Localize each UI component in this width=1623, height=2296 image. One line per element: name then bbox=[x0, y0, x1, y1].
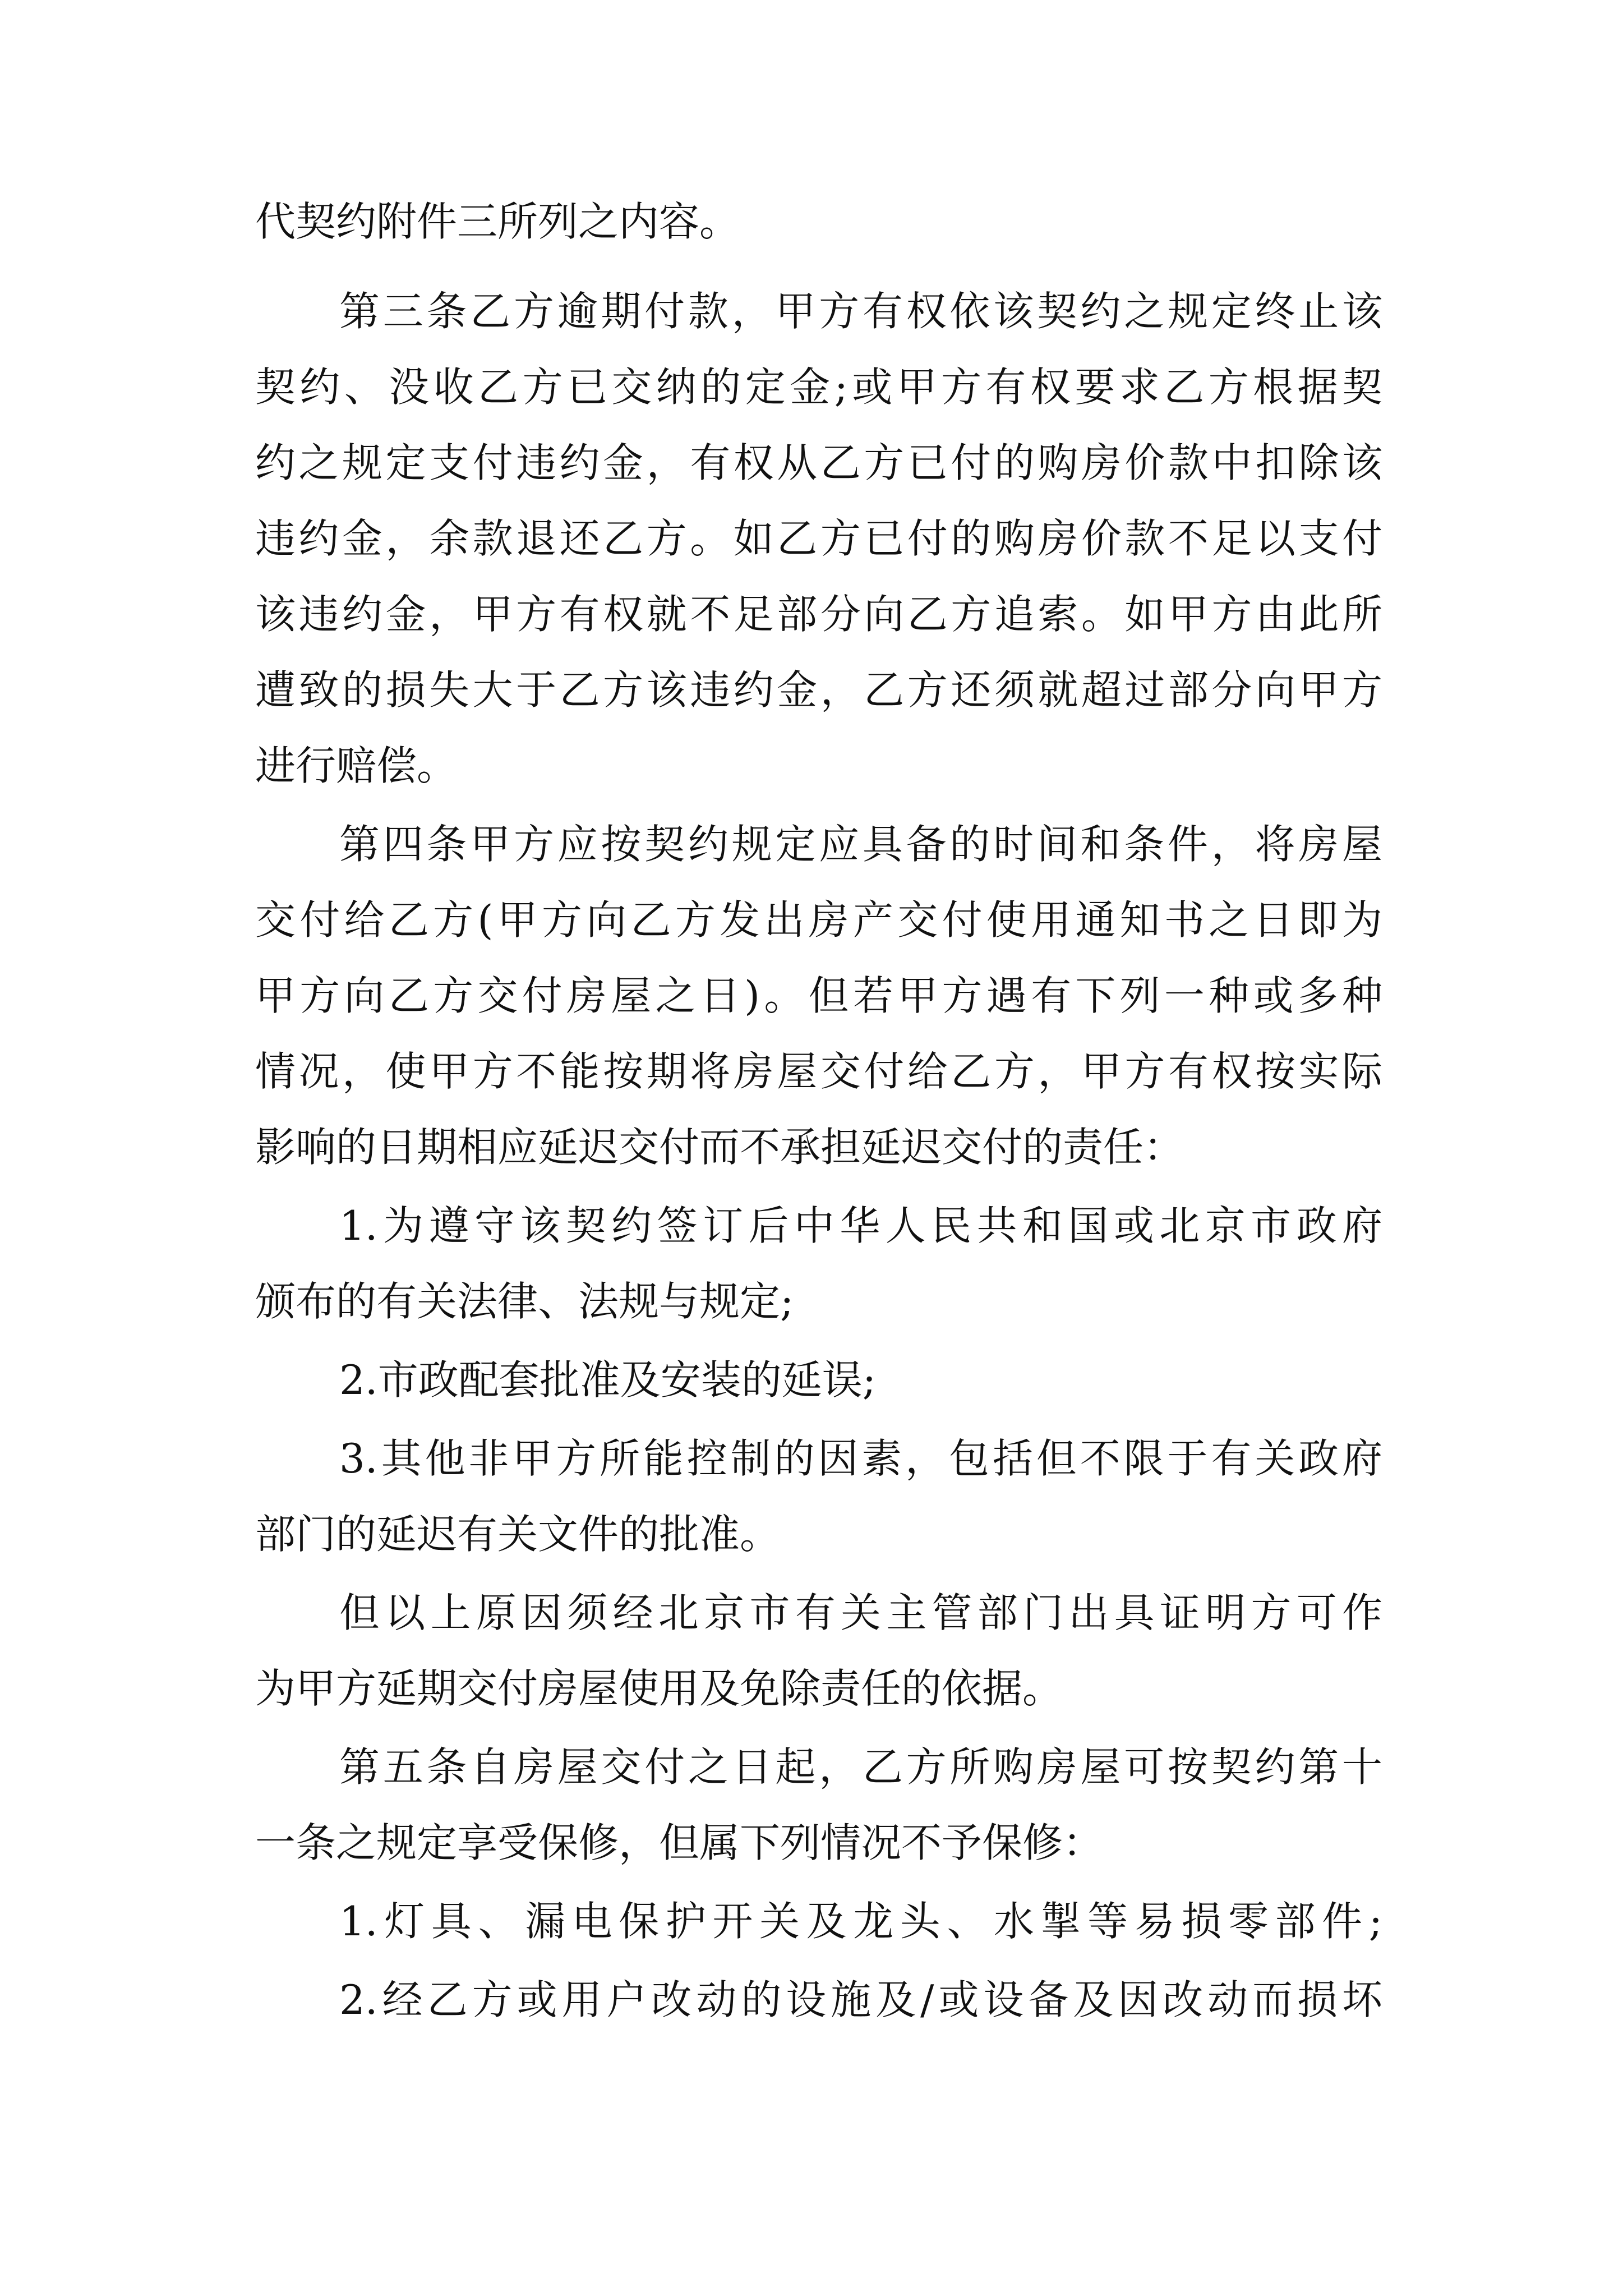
text-line: 第四条甲方应按契约规定应具备的时间和条件，将房屋 bbox=[339, 821, 1382, 868]
text-line: 影响的日期相应延迟交付而不承担延迟交付的责任： bbox=[255, 1124, 1184, 1171]
text-line: 进行赔偿。 bbox=[255, 742, 458, 789]
text-line: 甲方向乙方交付房屋之日)。但若甲方遇有下列一种或多种 bbox=[255, 972, 1382, 1019]
text-line: 情况，使甲方不能按期将房屋交付给乙方，甲方有权按实际 bbox=[255, 1048, 1382, 1095]
text-line: 2.市政配套批准及安装的延误; bbox=[339, 1356, 876, 1404]
text-line: 但以上原因须经北京市有关主管部门出具证明方可作 bbox=[339, 1589, 1382, 1636]
text-line: 1.灯具、漏电保护开关及龙头、水掣等易损零部件; bbox=[339, 1898, 1382, 1945]
text-line: 违约金，余款退还乙方。如乙方已付的购房价款不足以支付 bbox=[255, 515, 1382, 562]
text-line: 一条之规定享受保修，但属下列情况不予保修： bbox=[255, 1819, 1104, 1866]
text-line: 3.其他非甲方所能控制的因素，包括但不限于有关政府 bbox=[339, 1435, 1382, 1482]
text-line: 遭致的损失大于乙方该违约金，乙方还须就超过部分向甲方 bbox=[255, 666, 1382, 714]
text-line: 2.经乙方或用户改动的设施及/或设备及因改动而损坏 bbox=[339, 1976, 1382, 2023]
text-line: 1.为遵守该契约签订后中华人民共和国或北京市政府 bbox=[339, 1202, 1382, 1249]
text-line: 该违约金，甲方有权就不足部分向乙方追索。如甲方由此所 bbox=[255, 591, 1382, 638]
text-line: 契约、没收乙方已交纳的定金;或甲方有权要求乙方根据契 bbox=[255, 364, 1382, 411]
text-line: 第三条乙方逾期付款，甲方有权依该契约之规定终止该 bbox=[339, 288, 1382, 335]
text-line: 部门的延迟有关文件的批准。 bbox=[255, 1511, 781, 1558]
text-line: 第五条自房屋交付之日起，乙方所购房屋可按契约第十 bbox=[339, 1743, 1382, 1791]
text-line: 为甲方延期交付房屋使用及免除责任的依据。 bbox=[255, 1665, 1063, 1712]
text-line: 约之规定支付违约金，有权从乙方已付的购房价款中扣除该 bbox=[255, 439, 1382, 486]
text-line: 交付给乙方(甲方向乙方发出房产交付使用通知书之日即为 bbox=[255, 896, 1382, 944]
text-line: 颁布的有关法律、法规与规定; bbox=[255, 1278, 794, 1325]
text-line: 代契约附件三所列之内容。 bbox=[255, 198, 740, 245]
